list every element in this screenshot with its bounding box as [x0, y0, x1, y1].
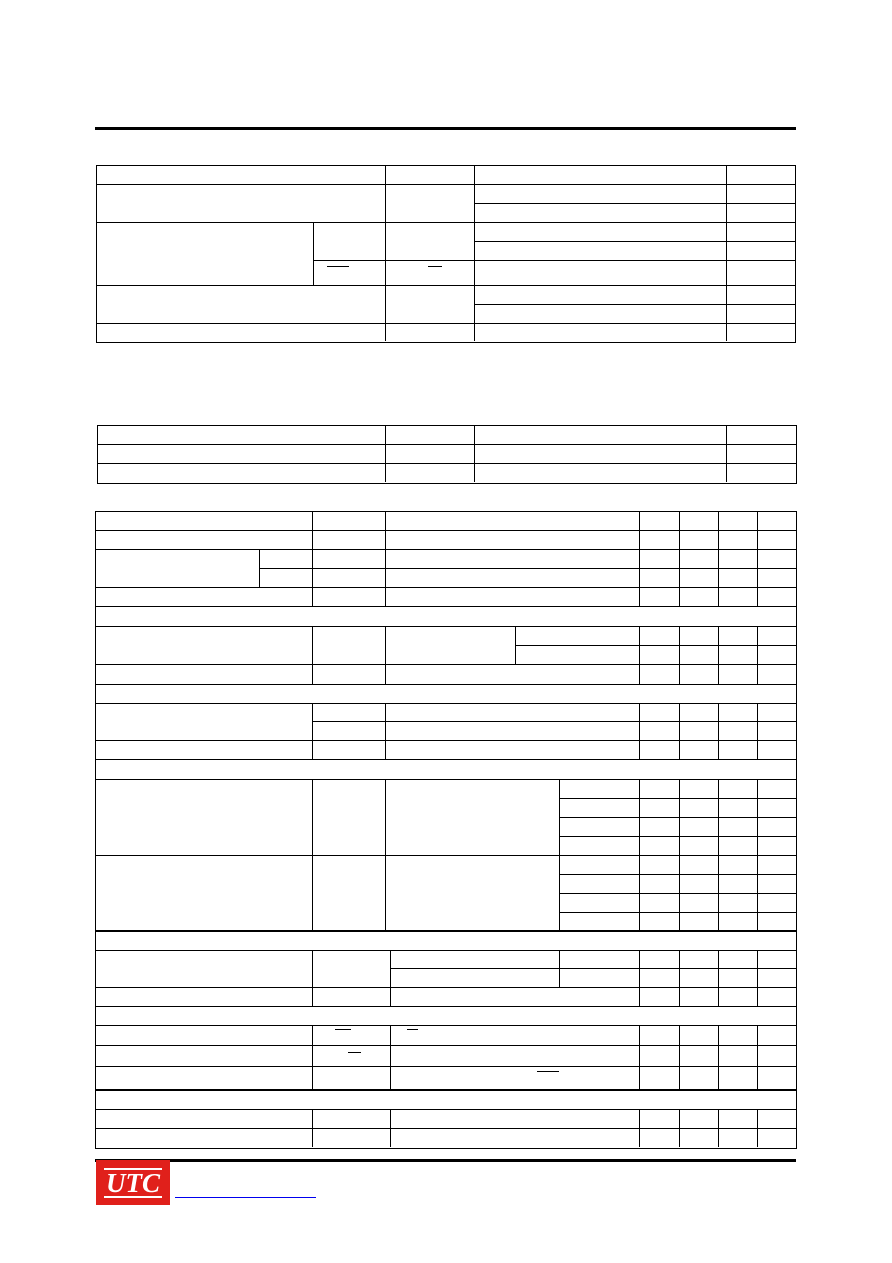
- header-rule: [95, 127, 796, 130]
- table-row: [96, 165, 796, 343]
- table-row: [97, 425, 797, 484]
- utc-logo: [96, 1160, 170, 1205]
- overline-mark: [428, 266, 442, 267]
- overline-mark: [327, 266, 349, 267]
- overline-mark: [537, 1071, 559, 1072]
- footer-rule: [95, 1159, 796, 1162]
- website-link[interactable]: [175, 1181, 316, 1198]
- overline-mark: [407, 1029, 418, 1030]
- logo-text: UTC: [106, 1167, 160, 1198]
- overline-mark: [348, 1052, 361, 1053]
- overline-mark: [335, 1029, 351, 1030]
